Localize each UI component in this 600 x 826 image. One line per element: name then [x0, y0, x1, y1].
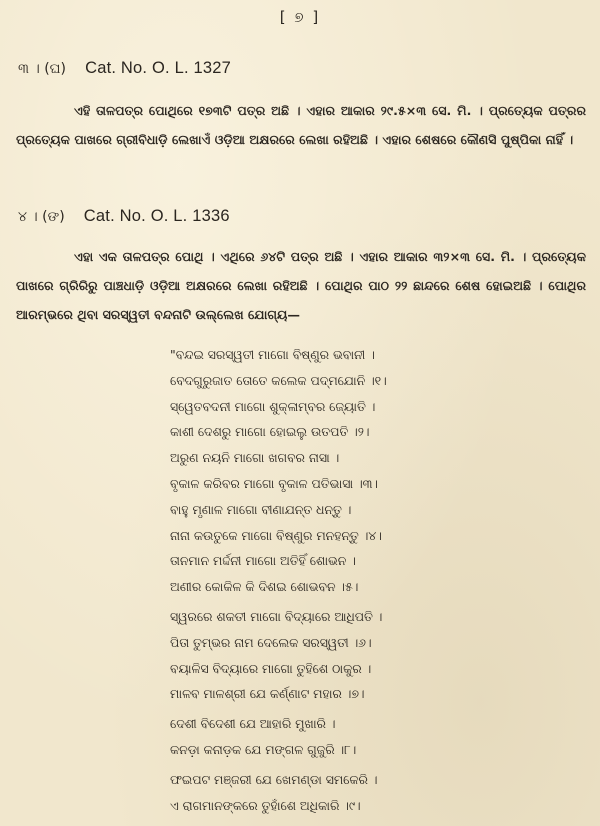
verse-line: ମାଳବ ମାଳଶ୍ରୀ ଯେ କର୍ଣ୍ଣାଟ ମହାର ।୭।: [170, 686, 365, 702]
catalogue-number: Cat. No. O. L. 1327: [85, 59, 232, 77]
section-number: ୪ । (ଙ): [18, 209, 65, 225]
verse-line: କନଡ଼ା କନାଡ଼କ ଯେ ମଙ୍ଗଳ ଗୁଜୁରି ।୮।: [170, 741, 357, 757]
verse-line: ବୟାଳିସ ବିଦ୍ୟାରେ ମାଗୋ ତୁହିଶେ ଠାକୁର ।: [170, 660, 372, 676]
verse-line: ଫଇପଟ ମଞ୍ଜରୀ ଯେ ଖେମଣ୍ଡା ସମକେରି ।: [170, 771, 378, 787]
verse-line: ତାନମାନ ମର୍ଦ୍ଦନୀ ମାଗୋ ଅତିହିଁ ଶୋଭନ ।: [170, 553, 356, 569]
section-heading-4: [18, 206, 230, 226]
section-paragraph-4: ଏହା ଏକ ତାଳପତ୍ର ପୋଥି । ଏଥିରେ ୬୪ଟି ପତ୍ର ଅଛି । ଏହାର ଆକାର ୩୨×୩ ସେ. ମି. । ପ୍ରତ୍ୟେକ ପାଖରେ ଗ୍ରିରିରୁ ପାଞ୍ଚଧାଡ଼ି ଓଡ଼ିଆ ଅକ୍ଷରରେ ଲେଖା ରହିଅଛି । ପୋଥିର ପାଠ ୨୨ ଛାନ୍ଦରେ ଶେଷ ହୋଇଅଛି । ପୋଥିର ଆରମ୍ଭରେ ଥିବା ସରସ୍ୱତୀ ବନ୍ଦନାଟି ଉଲ୍ଲେଖ ଯୋଗ୍ୟ—: [16, 249, 586, 322]
verse-line: ବାହୁ ମୃଣାଳ ମାଗୋ ବୀଣାଯନ୍ତ ଧନ୍ତୁ ।: [170, 501, 352, 517]
verse-line: ପିତା ତୁମ୍ଭର ନାମ ଦେଲେକ ସରସ୍ୱତୀ ।୬।: [170, 634, 372, 650]
catalogue-number: Cat. No. O. L. 1336: [83, 207, 230, 225]
verse-line: ଦେଶୀ ବିଦେଶୀ ଯେ ଆହାରି ମୁଖାରି ।: [170, 716, 336, 732]
verse-line: କାଶୀ ଦେଶରୁ ମାଗୋ ହୋଇଲୁ ଉତପତି ।୨।: [170, 424, 370, 440]
verse-line: ଅଣୀର କୋକିଳ କି ଦିଶଇ ଶୋଭବନ ।୫।: [170, 579, 359, 595]
page-number: [ ୭ ]: [279, 8, 321, 26]
verse-line: ସ୍ୱେତବଦନୀ ମାଗୋ ଶୁକ୍ଳାମ୍ବର ଜ୍ୟୋତି ।: [170, 398, 376, 414]
verse-line: "ବନ୍ଦଇ ସରସ୍ୱତୀ ମାଗୋ ବିଷ୍ଣୁର ଭବାନୀ ।: [170, 347, 375, 362]
verse-line: ସ୍ୱରରେ ଶକତୀ ମାଗୋ ବିଦ୍ୟାରେ ଆଧିପତି ।: [170, 608, 383, 624]
verse-line: ନାନା କଉତୁକେ ମାଗୋ ବିଷ୍ଣୁର ମନହନ୍ତୁ ।୪।: [170, 527, 382, 543]
section-number: ୩ । (ଘ): [18, 61, 66, 77]
verse-block: [170, 342, 580, 818]
verse-line: ବେଦଗୁରୁଜାତ ତୋତେ କଲେକ ପଦ୍ମଯୋନି ।୧।: [170, 372, 387, 388]
section-paragraph-3: ଏହି ତାଳପତ୍ର ପୋଥିରେ ୧୭୩ଟି ପତ୍ର ଅଛି । ଏହାର ଆକାର ୨୯.୫×୩ ସେ. ମି. । ପ୍ରତ୍ୟେକ ପତ୍ରର ପ୍ରତ୍ୟେକ ପାଖରେ ଗ୍ରୀବିଧାଡ଼ି ଲେଖାଏଁ ଓଡ଼ିଆ ଅକ୍ଷରରେ ଲେଖା ରହିଅଛି । ଏହାର ଶେଷରେ କୌଣସି ପୁଷ୍ପିକା ନାହିଁ ।: [16, 103, 586, 147]
verse-line: ବୃକାଳ କରିବର ମାଗୋ ବୃକାଳ ପତିଭାସା ।୩।: [170, 475, 378, 491]
section-heading-3: [18, 58, 231, 78]
verse-line: ଏ ରାଗମାନଙ୍କରେ ତୁହାଁଶେ ଅଧିକାରି ।୯।: [170, 797, 361, 813]
verse-line: ଅରୁଣ ନୟନି ମାଗୋ ଖଗବର ନାସା ।: [170, 450, 340, 466]
